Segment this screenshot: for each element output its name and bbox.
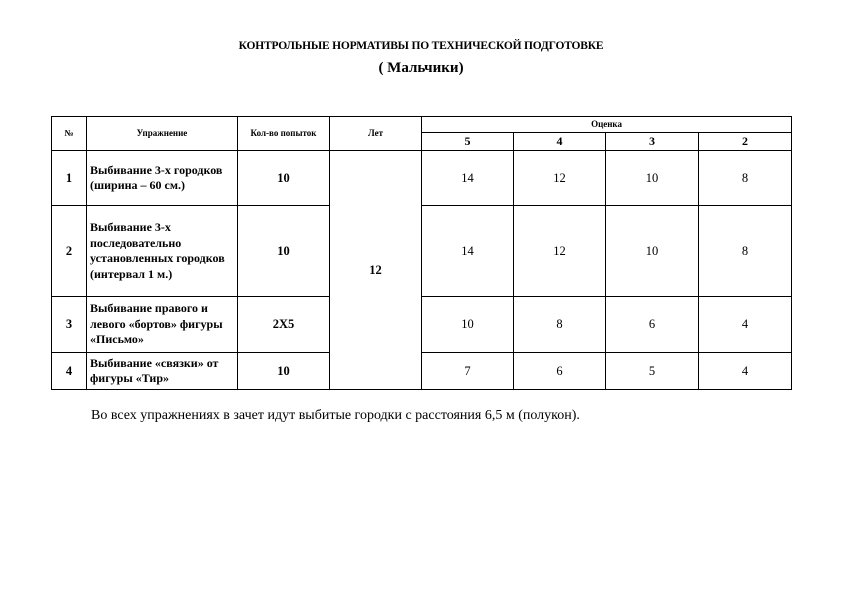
- score-cell: 10: [606, 151, 699, 206]
- row-attempts: 2Х5: [238, 297, 330, 353]
- score-cell: 12: [514, 151, 606, 206]
- grade-header: 2: [699, 133, 792, 151]
- score-cell: 6: [606, 297, 699, 353]
- header-age: Лет: [330, 117, 422, 151]
- header-grade: Оценка: [422, 117, 792, 133]
- row-exercise: Выбивание 3-х городков (ширина – 60 см.): [87, 151, 238, 206]
- score-cell: 10: [606, 206, 699, 297]
- grade-header: 4: [514, 133, 606, 151]
- table-row: [52, 151, 792, 206]
- table-row: [52, 297, 792, 353]
- page-title: КОНТРОЛЬНЫЕ НОРМАТИВЫ ПО ТЕХНИЧЕСКОЙ ПОДГОТОВКЕ: [238, 40, 604, 52]
- row-num: 1: [52, 151, 87, 206]
- standards-table: [51, 116, 792, 390]
- score-cell: 4: [699, 297, 792, 353]
- score-cell: 10: [422, 297, 514, 353]
- score-cell: 8: [699, 151, 792, 206]
- row-attempts: 10: [238, 206, 330, 297]
- header-num: №: [52, 117, 87, 151]
- score-cell: 4: [699, 353, 792, 390]
- score-cell: 6: [514, 353, 606, 390]
- row-exercise: Выбивание правого и левого «бортов» фигуры «Письмо»: [87, 297, 238, 353]
- row-exercise: Выбивание 3-х последовательно установленных городков (интервал 1 м.): [87, 206, 238, 297]
- row-num: 2: [52, 206, 87, 297]
- score-cell: 8: [514, 297, 606, 353]
- score-cell: 8: [699, 206, 792, 297]
- score-cell: 14: [422, 206, 514, 297]
- header-attempts: Кол-во попыток: [238, 117, 330, 151]
- row-num: 3: [52, 297, 87, 353]
- header-exercise: Упражнение: [87, 117, 238, 151]
- grade-header: 3: [606, 133, 699, 151]
- table-row: [52, 206, 792, 297]
- row-num: 4: [52, 353, 87, 390]
- row-exercise: Выбивание «связки» от фигуры «Тир»: [87, 353, 238, 390]
- row-attempts: 10: [238, 151, 330, 206]
- footnote: Во всех упражнениях в зачет идут выбитые городки с расстояния 6,5 м (полукон).: [91, 408, 580, 423]
- score-cell: 14: [422, 151, 514, 206]
- table-row: [52, 353, 792, 390]
- header-row: [52, 117, 792, 133]
- score-cell: 12: [514, 206, 606, 297]
- score-cell: 7: [422, 353, 514, 390]
- page-subtitle: ( Мальчики): [378, 60, 464, 76]
- grade-header: 5: [422, 133, 514, 151]
- score-cell: 5: [606, 353, 699, 390]
- row-attempts: 10: [238, 353, 330, 390]
- age-value: 12: [330, 151, 422, 390]
